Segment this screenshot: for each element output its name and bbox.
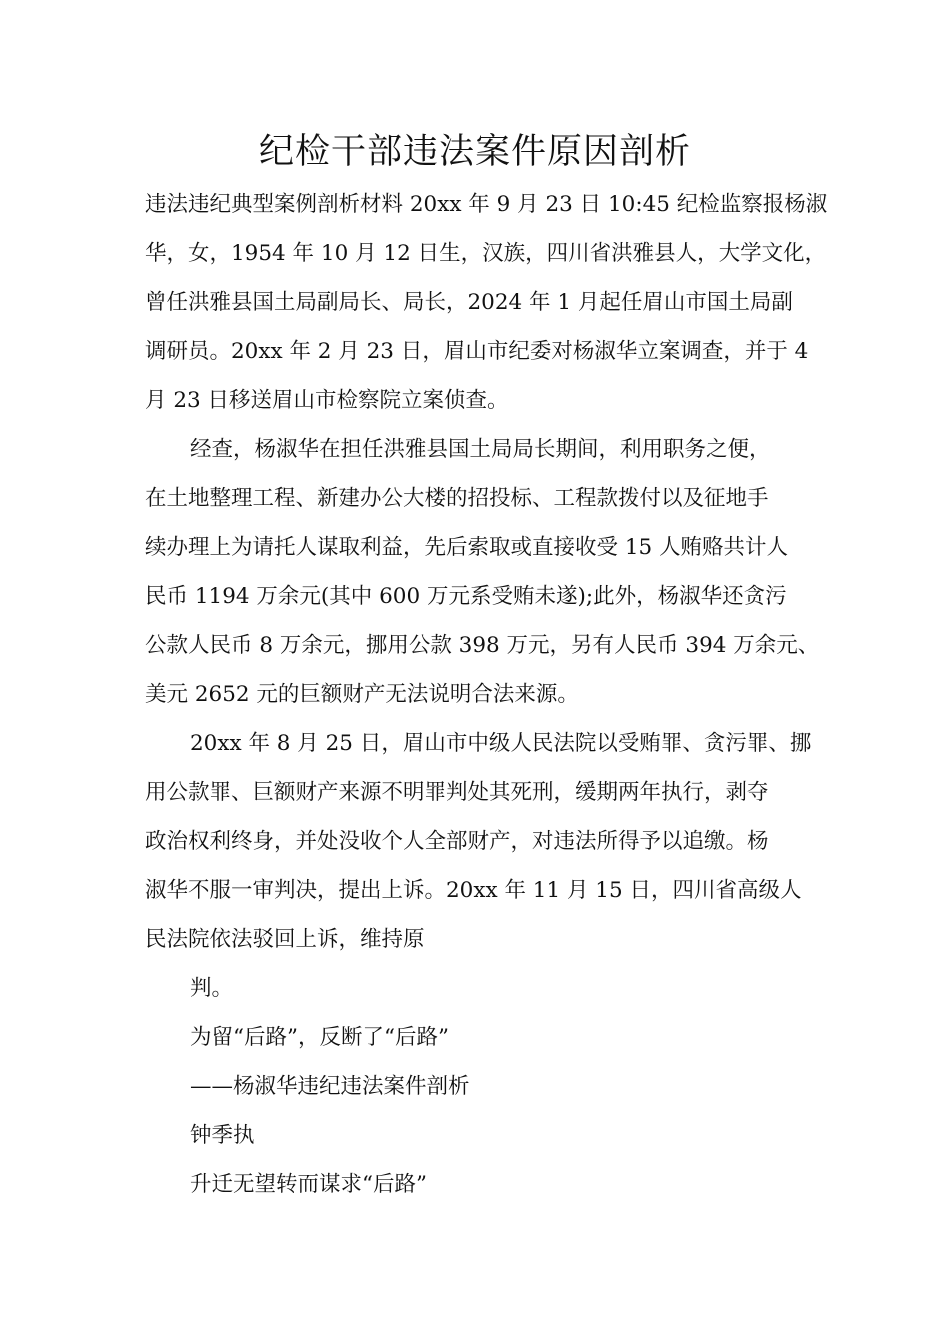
text-line: 为留“后路”，反断了“后路” [190,1025,449,1050]
paragraph-case-summary [145,180,828,425]
text-line: 在土地整理工程、新建办公大楼的招投标、工程款拨付以及征地手 [145,486,769,511]
text-line: 钟季执 [190,1123,255,1148]
text-line: 公款人民币 8 万余元，挪用公款 398 万元，另有人民币 394 万余元、 [145,633,820,658]
text-line: 用公款罪、巨额财产来源不明罪判处其死刑，缓期两年执行，剥夺 [145,780,769,805]
document-body [145,180,828,1209]
text-line: 升迁无望转而谋求“后路” [190,1172,427,1197]
text-line: 判。 [190,976,234,1001]
paragraph-investigation [145,425,825,719]
text-line: 经查，杨淑华在担任洪雅县国土局局长期间，利用职务之便， [190,437,771,462]
text-line: 政治权利终身，并处没收个人全部财产，对违法所得予以追缴。杨 [145,829,769,854]
article-title [145,1013,825,1062]
text-line: 续办理上为请托人谋取利益，先后索取或直接收受 15 人贿赂共计人 [145,535,789,560]
text-line: 民币 1194 万余元(其中 600 万元系受贿未遂);此外，杨淑华还贪污 [145,584,787,609]
text-line: 月 23 日移送眉山市检察院立案侦查。 [145,388,509,413]
article-subtitle [145,1062,825,1111]
paragraph-verdict [145,719,825,964]
text-line: 淑华不服一审判决，提出上诉。20xx 年 11 月 15 日，四川省高级人 [145,878,802,903]
document-title: 纪检干部违法案件原因剖析 [258,132,691,172]
text-line: 华，女，1954 年 10 月 12 日生，汉族，四川省洪雅县人，大学文化， [145,241,827,266]
text-line: 违法违纪典型案例剖析材料 20xx 年 9 月 23 日 10:45 纪检监察报杨淑 [145,192,828,217]
text-line: 曾任洪雅县国土局副局长、局长，2024 年 1 月起任眉山市国土局副 [145,290,793,315]
text-line: 民法院依法驳回上诉，维持原 [145,927,425,952]
paragraph-judgment-end [145,964,825,1013]
text-line: 美元 2652 元的巨额财产无法说明合法来源。 [145,682,579,707]
text-line: ——杨淑华违纪违法案件剖析 [190,1074,470,1099]
text-line: 调研员。20xx 年 2 月 23 日，眉山市纪委对杨淑华立案调查，并于 4 [145,339,809,364]
text-line: 20xx 年 8 月 25 日，眉山市中级人民法院以受贿罪、贪污罪、挪 [190,731,812,756]
section-heading [145,1160,825,1209]
author-name [145,1111,825,1160]
